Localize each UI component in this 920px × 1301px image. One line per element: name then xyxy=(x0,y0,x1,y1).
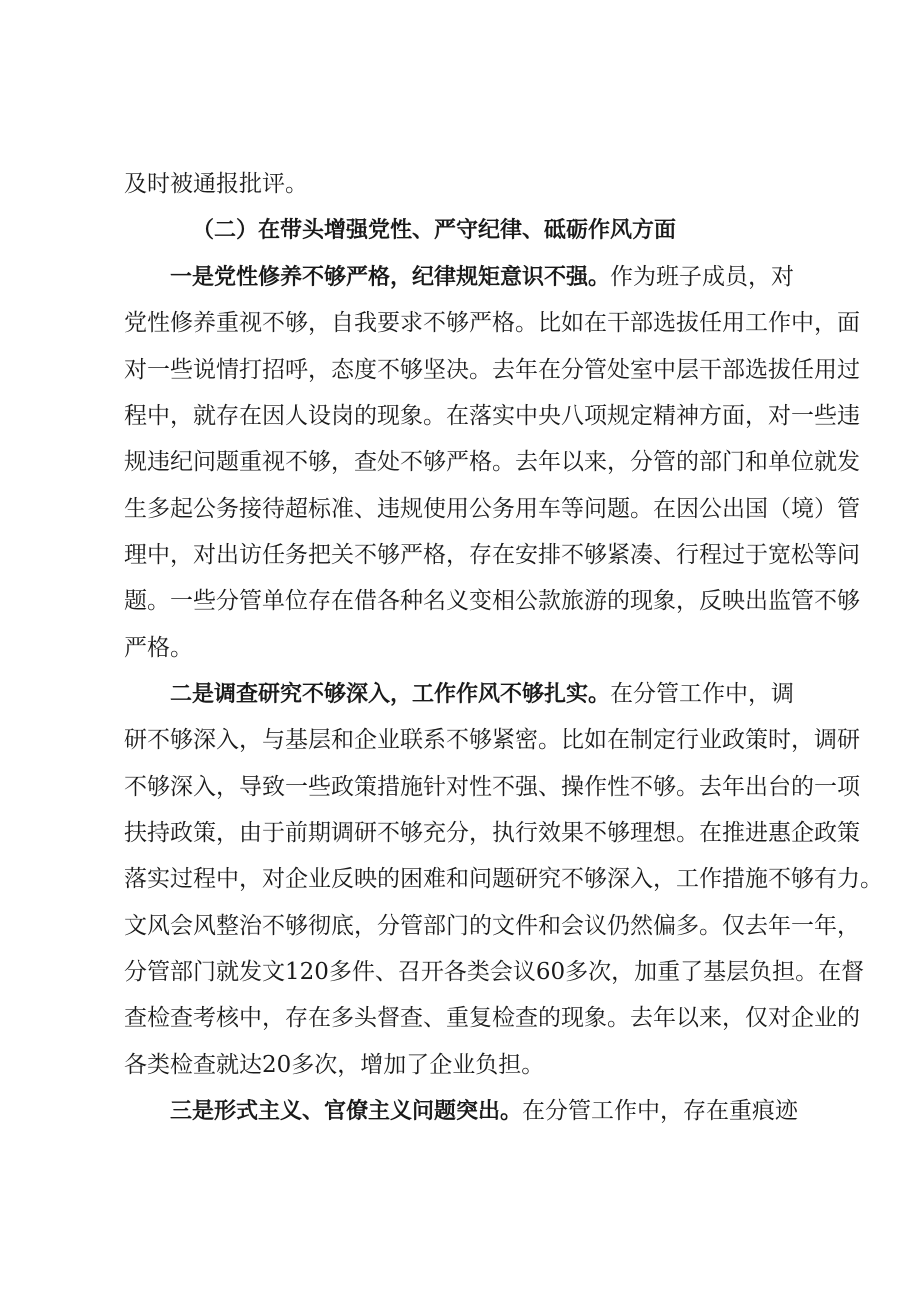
paragraph-2-first-line xyxy=(170,674,794,714)
paragraph-lead-sentence: 二是调查研究不够深入，工作作风不够扎实。 xyxy=(170,682,611,707)
body-text-line xyxy=(124,813,860,853)
body-text-line xyxy=(124,998,860,1038)
body-text-line xyxy=(124,396,860,436)
paragraph-3-first-line xyxy=(170,1091,798,1131)
paragraph-1-first-line xyxy=(170,257,794,297)
body-text-line xyxy=(124,164,308,204)
body-text-line xyxy=(124,1045,544,1085)
body-text-line xyxy=(124,906,860,946)
line-text: 及时被通报批评。 xyxy=(124,171,308,197)
body-text-line xyxy=(124,442,860,482)
line-text: 严格。 xyxy=(124,635,193,661)
line-text: 在分管工作中，调 xyxy=(610,681,795,707)
line-text: 各类检查就达20多次，增加了企业负担。 xyxy=(124,1052,545,1078)
body-text-line xyxy=(124,581,860,621)
line-text: 分管部门就发文120多件、召开各类会议60多次，加重了基层负担。在督 xyxy=(124,959,865,985)
body-text-line xyxy=(124,489,860,529)
line-text: 生多起公务接待超标准、违规使用公务用车等问题。在因公出国（境）管 xyxy=(124,496,860,522)
line-text: 理中，对出访任务把关不够严格，存在安排不够紧凑、行程过于宽松等问 xyxy=(124,542,860,568)
body-text-line xyxy=(124,952,865,992)
line-text: 规违纪问题重视不够，查处不够严格。去年以来，分管的部门和单位就发 xyxy=(124,449,860,475)
line-text: 扶持政策，由于前期调研不够充分，执行效果不够理想。在推进惠企政策 xyxy=(124,820,860,846)
line-text: 研不够深入，与基层和企业联系不够紧密。比如在制定行业政策时，调研 xyxy=(124,727,860,753)
section-heading xyxy=(192,211,676,251)
line-text: 不够深入，导致一些政策措施针对性不强、操作性不够。去年出台的一项 xyxy=(124,774,860,800)
section-heading-text: （二）在带头增强党性、严守纪律、砥砺作风方面 xyxy=(192,218,677,243)
body-text-line xyxy=(124,720,860,760)
line-text: 党性修养重视不够，自我要求不够严格。比如在干部选拔任用工作中，面 xyxy=(124,310,860,336)
body-text-line xyxy=(124,535,860,575)
line-text: 作为班子成员，对 xyxy=(610,264,795,290)
line-text: 落实过程中，对企业反映的困难和问题研究不够深入，工作措施不够有力。 xyxy=(124,866,883,892)
line-text: 题。一些分管单位存在借各种名义变相公款旅游的现象，反映出监管不够 xyxy=(124,588,860,614)
line-text: 对一些说情打招呼，态度不够坚决。去年在分管处室中层干部选拔任用过 xyxy=(124,357,860,383)
paragraph-lead-sentence: 一是党性修养不够严格，纪律规矩意识不强。 xyxy=(170,265,611,290)
line-text: 程中，就存在因人设岗的现象。在落实中央八项规定精神方面，对一些违 xyxy=(124,403,860,429)
line-text: 文风会风整治不够彻底，分管部门的文件和会议仍然偏多。仅去年一年， xyxy=(124,913,860,939)
body-text-line xyxy=(124,303,860,343)
body-text-line xyxy=(124,859,883,899)
line-text: 查检查考核中，存在多头督查、重复检查的现象。去年以来，仅对企业的 xyxy=(124,1005,860,1031)
body-text-line xyxy=(124,350,860,390)
body-text-line xyxy=(124,628,193,668)
line-text: 在分管工作中，存在重痕迹 xyxy=(522,1098,799,1124)
paragraph-lead-sentence: 三是形式主义、官僚主义问题突出。 xyxy=(170,1099,523,1124)
body-text-line xyxy=(124,767,860,807)
